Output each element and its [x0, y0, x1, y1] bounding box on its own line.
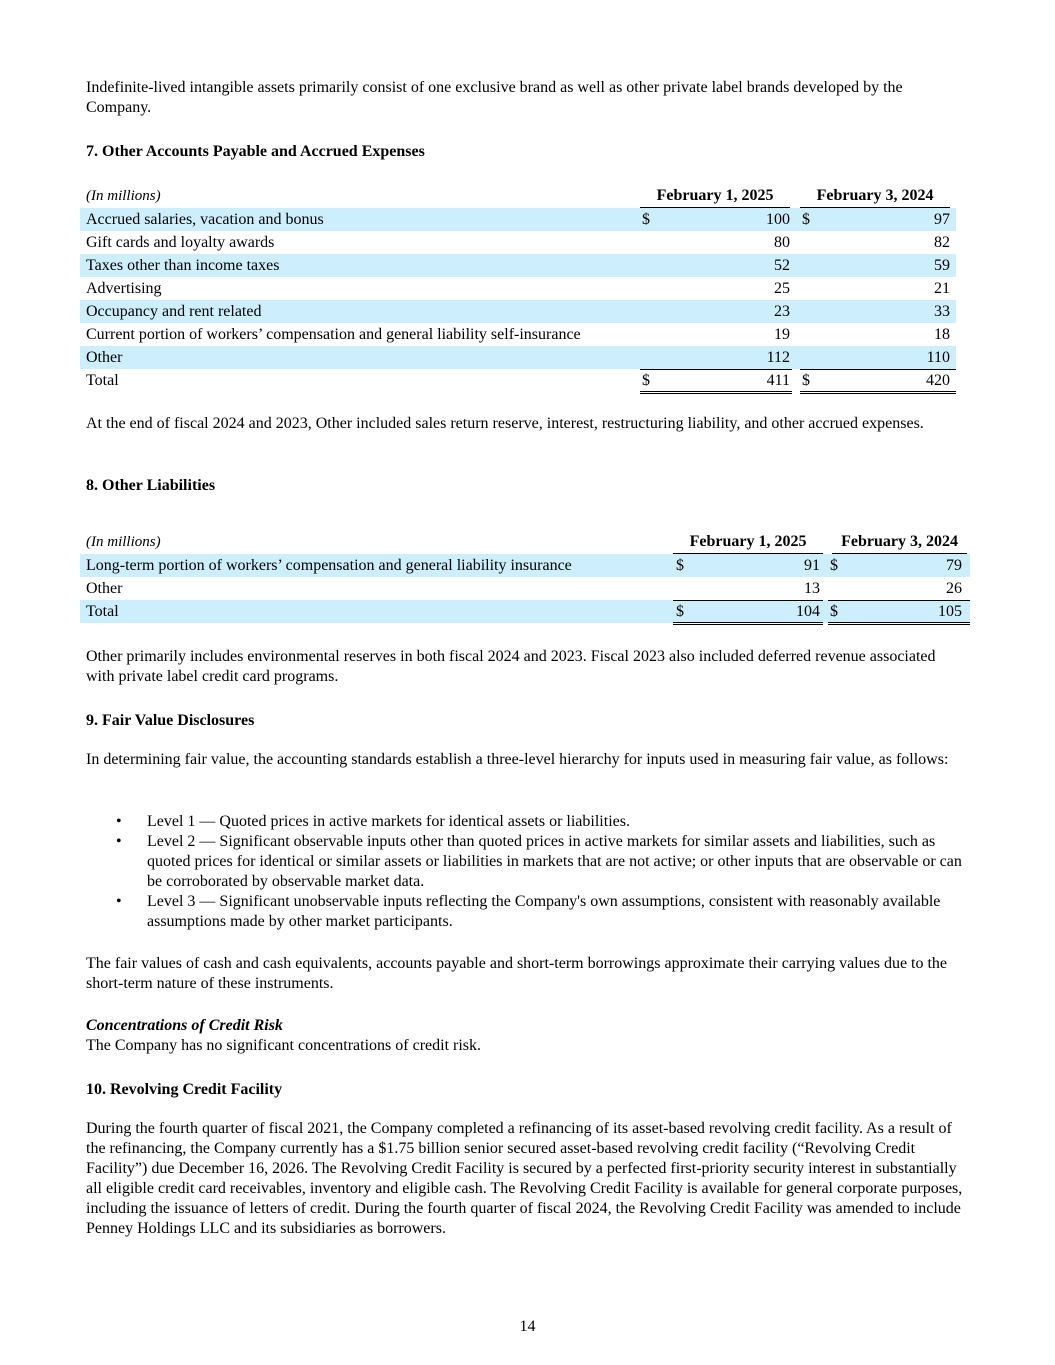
level-1-text: Level 1 — Quoted prices in active markets for identical assets or liabilities.: [147, 813, 630, 830]
value-current-year: 25: [774, 280, 790, 297]
value-prior-year: 59: [934, 257, 950, 274]
row-label: Total: [86, 372, 119, 389]
table-row: [80, 346, 956, 369]
level-2-text: Level 2 — Significant observable inputs other than quoted prices in active markets for similar assets and liabilities, such as quoted prices for identical or similar assets or liabilities in markets that are not active; or other inputs that are observable or can be corroborated by observable market data.: [147, 833, 962, 890]
table-row: [80, 300, 956, 323]
table-row: [80, 254, 956, 277]
table-body: [80, 208, 956, 392]
section-8-heading: 8. Other Liabilities: [86, 477, 216, 494]
total-double-rule: [800, 391, 956, 394]
value-prior-year: 420: [926, 372, 950, 389]
table-row: [80, 323, 956, 346]
bullet-icon: •: [116, 833, 122, 850]
value-prior-year: 21: [934, 280, 950, 297]
currency-symbol: $: [642, 372, 650, 389]
section-7-note: At the end of fiscal 2024 and 2023, Other included sales return reserve, interest, restructuring liability, and other accrued expenses.: [86, 415, 924, 432]
currency-symbol: $: [802, 211, 810, 228]
currency-symbol: $: [830, 557, 838, 574]
value-prior-year: 110: [926, 349, 950, 366]
total-row: [80, 369, 956, 392]
currency-symbol: $: [830, 603, 838, 620]
table-body: [80, 554, 970, 623]
row-label: Taxes other than income taxes: [86, 257, 280, 274]
column-header-2024: February 3, 2024: [832, 532, 967, 554]
total-double-rule: [640, 391, 792, 394]
row-label: Current portion of workers’ compensation and general liability self-insurance: [86, 326, 581, 343]
value-current-year: 80: [774, 234, 790, 251]
section-10-heading: 10. Revolving Credit Facility: [86, 1081, 283, 1098]
value-current-year: 100: [766, 211, 790, 228]
accounts-payable-table: [80, 186, 956, 392]
currency-symbol: $: [802, 372, 810, 389]
list-item: [116, 812, 966, 832]
value-current-year: 91: [804, 557, 820, 574]
value-prior-year: 18: [934, 326, 950, 343]
value-prior-year: 82: [934, 234, 950, 251]
section-9-heading: 9. Fair Value Disclosures: [86, 712, 255, 729]
column-header-2025: February 1, 2025: [673, 532, 823, 554]
column-header-2024: February 3, 2024: [800, 186, 950, 208]
value-prior-year: 97: [934, 211, 950, 228]
subtotal-rule: [800, 369, 956, 370]
table-row: [80, 277, 956, 300]
row-label: Other: [86, 580, 123, 597]
total-row: [80, 600, 970, 623]
credit-risk-heading: Concentrations of Credit Risk: [86, 1017, 283, 1034]
level-3-text: Level 3 — Significant unobservable inputs reflecting the Company's own assumptions, consistent with reasonably available assumptions made by other market participants.: [147, 893, 941, 930]
table-row: [80, 577, 970, 600]
value-prior-year: 79: [946, 557, 962, 574]
table-header: [80, 532, 970, 554]
subtotal-rule: [828, 600, 970, 601]
value-current-year: 23: [774, 303, 790, 320]
row-label: Advertising: [86, 280, 162, 297]
bullet-icon: •: [116, 813, 122, 830]
column-header-2025: February 1, 2025: [640, 186, 790, 208]
units-label: (In millions): [86, 188, 161, 204]
table-row: [80, 231, 956, 254]
row-label: Accrued salaries, vacation and bonus: [86, 211, 324, 228]
section-8-note: Other primarily includes environmental reserves in both fiscal 2024 and 2023. Fiscal 2023 also included deferred revenue associated with private label credit card programs.: [86, 648, 936, 685]
total-double-rule: [828, 622, 970, 625]
value-current-year: 52: [774, 257, 790, 274]
value-current-year: 104: [796, 603, 820, 620]
table-header: [80, 186, 956, 208]
currency-symbol: $: [676, 603, 684, 620]
other-liabilities-table: [80, 532, 970, 623]
fair-value-intro: In determining fair value, the accounting standards establish a three-level hierarchy for inputs used in measuring fair value, as follows:: [86, 751, 949, 768]
table-row: [80, 554, 970, 577]
row-label: Other: [86, 349, 123, 366]
page-number: 14: [519, 1318, 536, 1335]
value-current-year: 411: [766, 372, 790, 389]
list-item: [116, 832, 966, 892]
units-label: (In millions): [86, 534, 161, 550]
list-item: [116, 892, 966, 932]
row-label: Gift cards and loyalty awards: [86, 234, 275, 251]
value-current-year: 13: [804, 580, 820, 597]
row-label: Long-term portion of workers’ compensation and general liability insurance: [86, 557, 572, 574]
intro-paragraph: Indefinite-lived intangible assets primarily consist of one exclusive brand as well as other private label brands developed by the Company.: [86, 79, 903, 116]
value-current-year: 19: [774, 326, 790, 343]
section-7-heading: 7. Other Accounts Payable and Accrued Expenses: [86, 143, 425, 160]
bullet-icon: •: [116, 893, 122, 910]
subtotal-rule: [673, 600, 823, 601]
currency-symbol: $: [642, 211, 650, 228]
value-prior-year: 33: [934, 303, 950, 320]
credit-risk-text: The Company has no significant concentrations of credit risk.: [86, 1037, 482, 1054]
fair-values-paragraph: The fair values of cash and cash equivalents, accounts payable and short-term borrowings approximate their carrying values due to the short-term nature of these instruments.: [86, 955, 948, 992]
value-prior-year: 26: [946, 580, 962, 597]
subtotal-rule: [640, 369, 792, 370]
row-label: Occupancy and rent related: [86, 303, 262, 320]
row-label: Total: [86, 603, 119, 620]
total-double-rule: [673, 622, 823, 625]
revolving-credit-paragraph: During the fourth quarter of fiscal 2021, the Company completed a refinancing of its asset-based revolving credit facility. As a result of the refinancing, the Company currently has a $1.75 billion senior secured asset-based revolving credit facility (“Revolving Credit Facility”) due December 16, 2026. The Revolving Credit Facility is secured by a perfected first-priority security interest in substantially all eligible credit card receivables, inventory and eligible cash. The Revolving Credit Facility is available for general corporate purposes, including the issuance of letters of credit. During the fourth quarter of fiscal 2024, the Revolving Credit Facility was amended to include Penney Holdings LLC and its subsidiaries as borrowers.: [86, 1120, 963, 1237]
fair-value-levels-list: [116, 812, 966, 932]
currency-symbol: $: [676, 557, 684, 574]
value-prior-year: 105: [938, 603, 962, 620]
value-current-year: 112: [766, 349, 790, 366]
table-row: [80, 208, 956, 231]
